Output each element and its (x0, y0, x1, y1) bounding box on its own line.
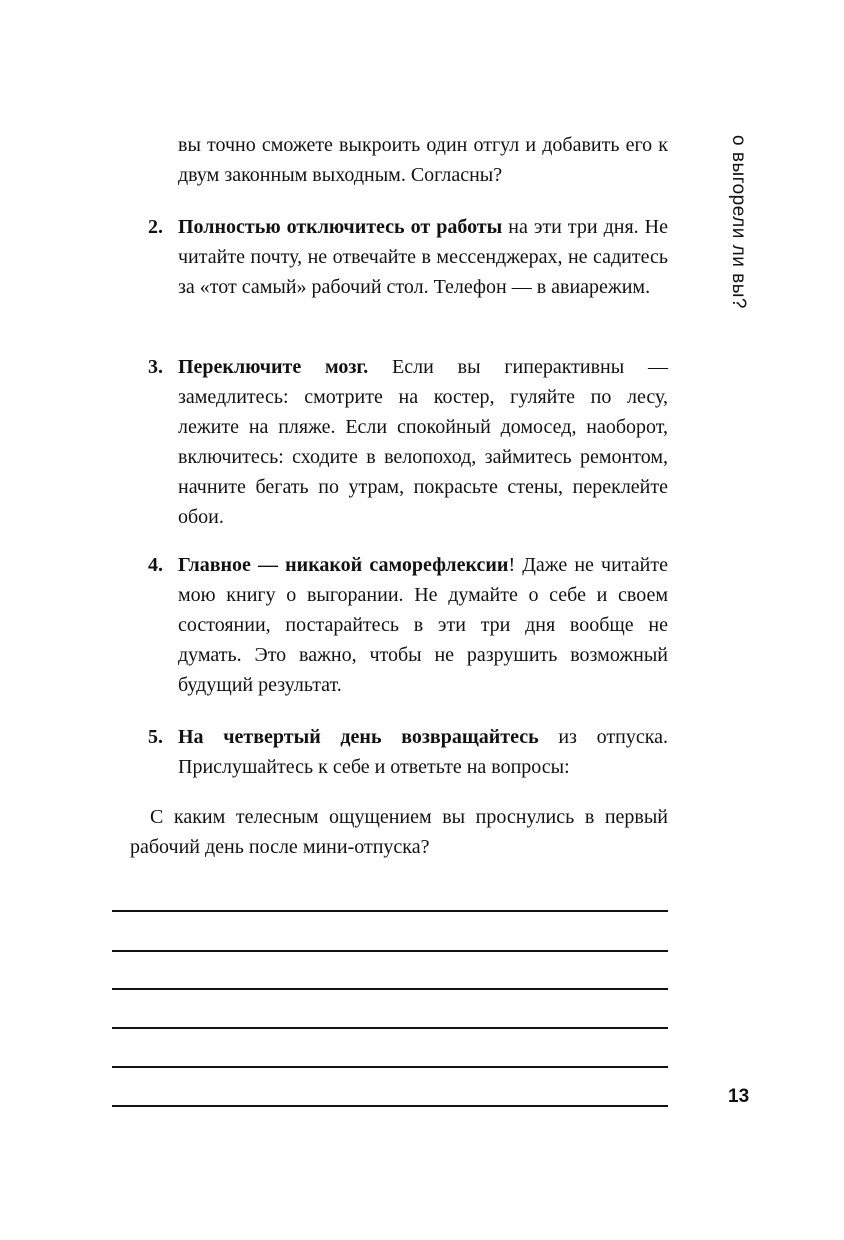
list-item-text: на эти три дня. Не читайте почту, не отвечайте в мессенджерах, не садитесь за «тот самый» рабочий стол. Телефон — в авиарежим. (178, 216, 668, 298)
list-item-text: ! Даже не читайте мою книгу о выгорании. Не думайте о себе и своем состоянии, постарайтесь в эти три дня вообще не думать. Это важно, чтобы не разрушить возможный будущий результат. (178, 554, 668, 696)
answer-line (112, 910, 668, 912)
running-head: о выгорели ли вы? (728, 135, 749, 309)
intro-paragraph: вы точно сможете выкроить один отгул и добавить его к двум законным выходным. Согласны? (178, 134, 668, 186)
answer-line (112, 1066, 668, 1068)
list-item-bold-lead: На четвертый день возвращайтесь (178, 726, 539, 748)
list-item-text: Если вы гиперактивны — замедлитесь: смотрите на костер, гуляйте по лесу, лежите на пляже. Если спокойный домосед, наоборот, включитесь: сходите в велопоход, займитесь ремонтом, начните бегать по утрам, покрасьте стены, переклейте обои. (178, 356, 668, 528)
list-item-bold-lead: Переключите мозг. (178, 356, 369, 378)
list-item-bold-lead: Главное — никакой саморефлексии (178, 554, 509, 576)
answer-line (112, 1027, 668, 1029)
answer-line (112, 1105, 668, 1107)
list-item-3 (148, 352, 668, 532)
list-item-4 (148, 550, 668, 700)
question-paragraph: С каким телесным ощущением вы проснулись в первый рабочий день после мини-отпуска? (130, 806, 668, 858)
list-number: 4. (148, 554, 163, 576)
answer-line (112, 950, 668, 952)
list-number: 3. (148, 356, 163, 378)
list-item-5 (148, 722, 668, 782)
list-item-2 (148, 212, 668, 302)
page-number: 13 (728, 1086, 750, 1107)
list-item-text: из отпуска. Прислушайтесь к себе и ответьте на вопросы: (178, 726, 669, 778)
list-item-bold-lead: Полностью отключитесь от работы (178, 216, 503, 238)
list-number: 5. (148, 726, 163, 748)
answer-line (112, 988, 668, 990)
list-number: 2. (148, 216, 163, 238)
